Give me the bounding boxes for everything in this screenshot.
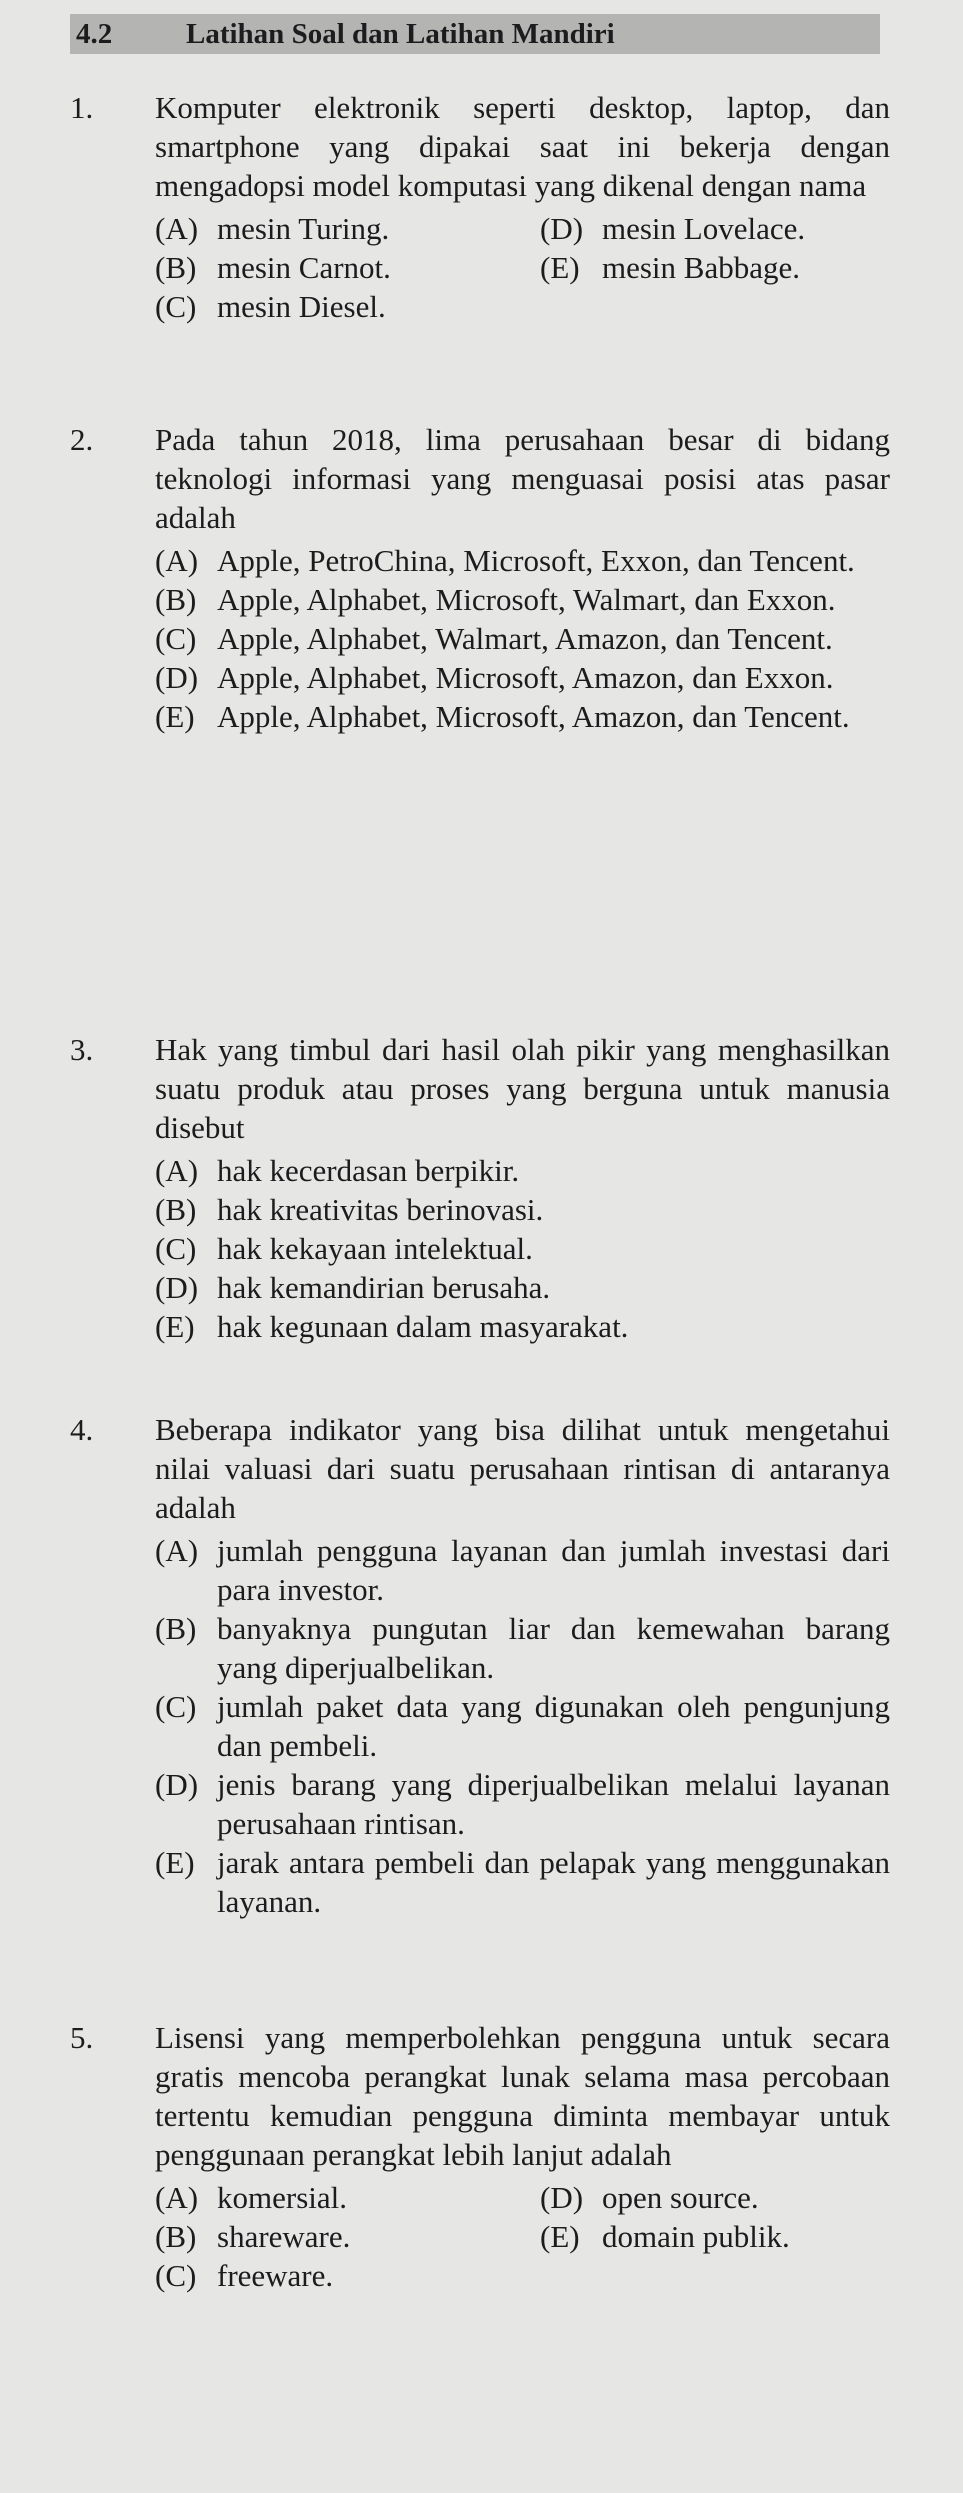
option-a[interactable]: (A) jumlah pengguna layanan dan jumlah investasi dari para investor. — [155, 1533, 890, 1607]
section-number: 4.2 — [76, 18, 113, 50]
option-b[interactable]: (B) Apple, Alphabet, Microsoft, Walmart, dan Exxon. — [155, 582, 836, 617]
option-d[interactable]: (D) Apple, Alphabet, Microsoft, Amazon, dan Exxon. — [155, 660, 834, 695]
options-list — [155, 541, 890, 736]
option-e[interactable]: (E) domain publik. — [540, 2219, 790, 2254]
option-d[interactable]: (D) jenis barang yang diperjualbelikan melalui layanan perusahaan rintisan. — [155, 1767, 890, 1841]
options-grid — [155, 209, 890, 326]
question-text: Lisensi yang memperbolehkan pengguna untuk secara gratis mencoba perangkat lunak selama masa percobaan tertentu kemudian pengguna diminta membayar untuk penggunaan perangkat lebih lanjut adalah — [155, 2020, 890, 2172]
option-c[interactable]: (C) jumlah paket data yang digunakan oleh pengunjung dan pembeli. — [155, 1689, 890, 1763]
options-grid — [155, 2178, 890, 2295]
option-c[interactable]: (C) freeware. — [155, 2258, 334, 2293]
question-number: 1. — [70, 90, 94, 125]
option-b[interactable]: (B) hak kreativitas berinovasi. — [155, 1192, 544, 1227]
question-5 — [70, 2018, 890, 2295]
option-d[interactable]: (D) open source. — [540, 2180, 759, 2215]
question-number: 5. — [70, 2020, 94, 2055]
option-a[interactable]: (A) komersial. — [155, 2180, 347, 2215]
question-1 — [70, 88, 890, 326]
section-title: Latihan Soal dan Latihan Mandiri — [186, 18, 615, 50]
option-c[interactable]: (C) mesin Diesel. — [155, 289, 386, 324]
option-d[interactable]: (D) hak kemandirian berusaha. — [155, 1270, 551, 1305]
option-b[interactable]: (B) mesin Carnot. — [155, 250, 391, 285]
option-a[interactable]: (A) Apple, PetroChina, Microsoft, Exxon, dan Tencent. — [155, 543, 855, 578]
question-3 — [70, 1030, 890, 1346]
option-a[interactable]: (A) mesin Turing. — [155, 211, 390, 246]
options-list — [155, 1531, 890, 1921]
options-list — [155, 1151, 890, 1346]
question-number: 3. — [70, 1032, 94, 1067]
option-e[interactable]: (E) jarak antara pembeli dan pelapak yang menggunakan layanan. — [155, 1845, 890, 1919]
question-number: 4. — [70, 1412, 94, 1447]
question-text: Beberapa indikator yang bisa dilihat untuk mengetahui nilai valuasi dari suatu perusahaan rintisan di antaranya adalah — [155, 1412, 890, 1525]
question-number: 2. — [70, 422, 94, 457]
question-text: Hak yang timbul dari hasil olah pikir yang menghasilkan suatu produk atau proses yang berguna untuk manusia disebut — [155, 1032, 890, 1145]
question-text: Pada tahun 2018, lima perusahaan besar di bidang teknologi informasi yang menguasai posisi atas pasar adalah — [155, 422, 890, 535]
option-e[interactable]: (E) Apple, Alphabet, Microsoft, Amazon, dan Tencent. — [155, 699, 850, 734]
question-2 — [70, 420, 890, 736]
option-a[interactable]: (A) hak kecerdasan berpikir. — [155, 1153, 520, 1188]
option-c[interactable]: (C) hak kekayaan intelektual. — [155, 1231, 533, 1266]
option-b[interactable]: (B) banyaknya pungutan liar dan kemewahan barang yang diperjualbelikan. — [155, 1611, 890, 1685]
option-e[interactable]: (E) mesin Babbage. — [540, 250, 801, 285]
section-header — [70, 14, 880, 54]
option-b[interactable]: (B) shareware. — [155, 2219, 351, 2254]
option-e[interactable]: (E) hak kegunaan dalam masyarakat. — [155, 1309, 629, 1344]
option-d[interactable]: (D) mesin Lovelace. — [540, 211, 806, 246]
question-4 — [70, 1410, 890, 1921]
question-text: Komputer elektronik seperti desktop, laptop, dan smartphone yang dipakai saat ini bekerja dengan mengadopsi model komputasi yang dikenal dengan nama — [155, 90, 890, 203]
option-c[interactable]: (C) Apple, Alphabet, Walmart, Amazon, dan Tencent. — [155, 621, 833, 656]
